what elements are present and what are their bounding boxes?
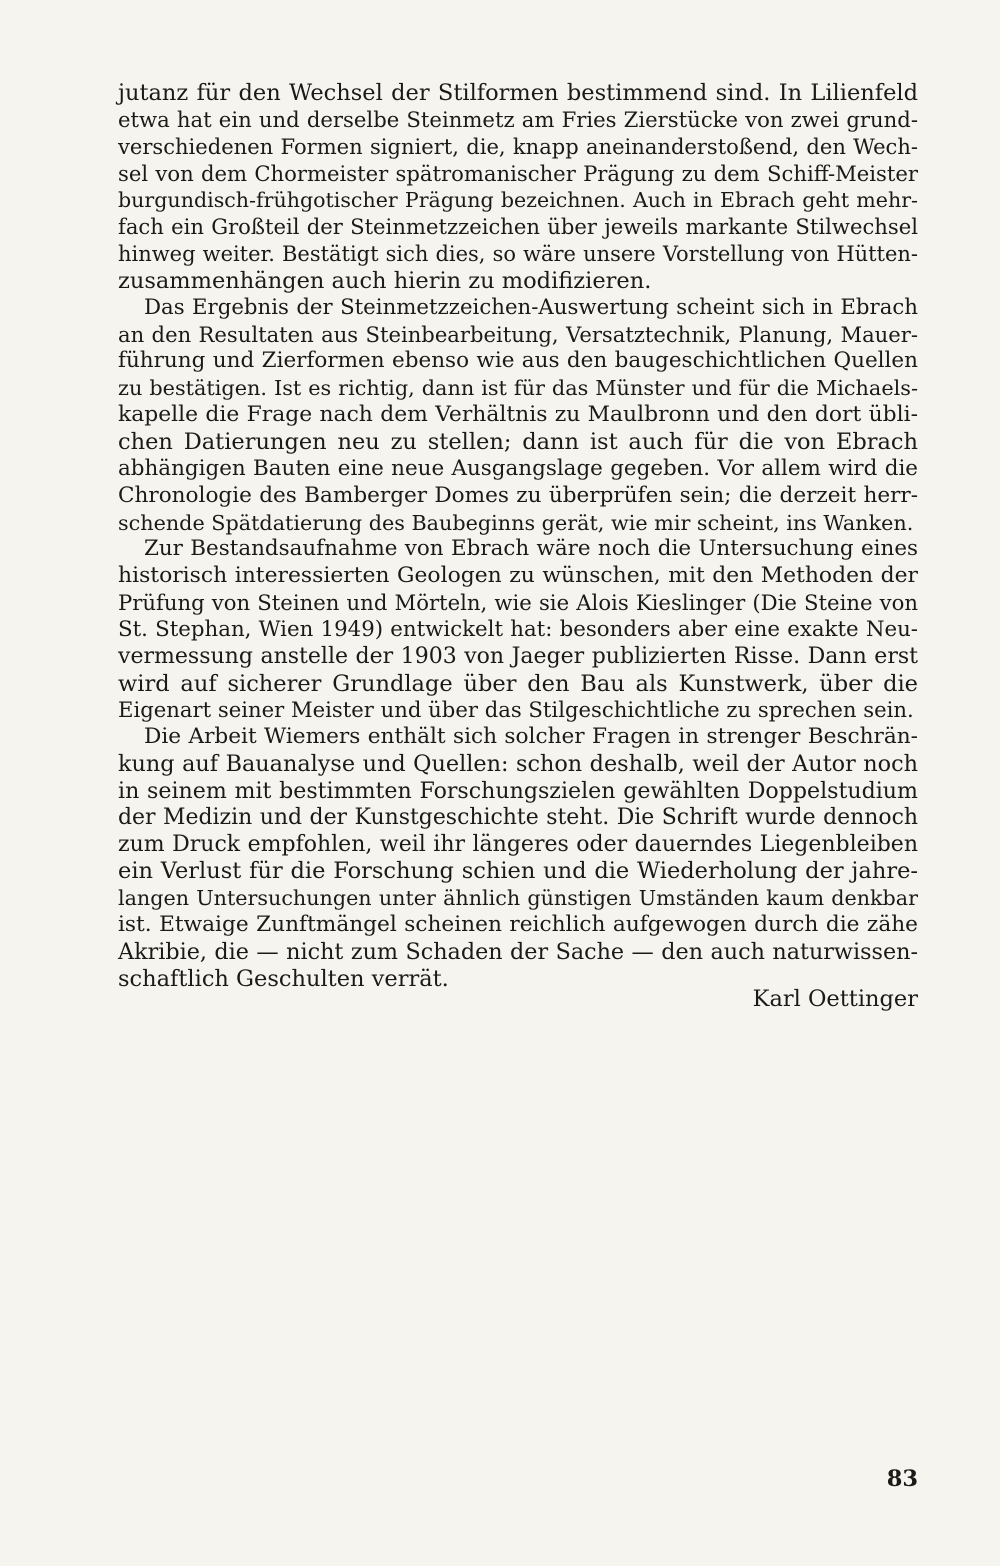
text-line: chen Datierungen neu zu stellen; dann ist auch für die von Ebrach: [118, 428, 918, 455]
text-line: an den Resultaten aus Steinbearbeitung, Versatztechnik, Planung, Mauer-: [118, 321, 918, 347]
text-line: schende Spätdatierung des Baubeginns gerät, wie mir scheint, ins Wanken.: [118, 510, 914, 535]
text-line: der Medizin und der Kunstgeschichte steht. Die Schrift wurde dennoch: [118, 804, 918, 830]
text-line: kung auf Bauanalyse und Quellen: schon deshalb, weil der Autor noch: [118, 751, 918, 778]
text-line: sel von dem Chormeister spätromanischer Prägung zu dem Schiff-Meister: [118, 160, 918, 186]
text-line: zum Druck empfohlen, weil ihr längeres oder dauerndes Liegenbleiben: [118, 831, 918, 857]
page-number: 83: [886, 1466, 918, 1492]
paragraph: [118, 724, 918, 992]
text-line: wird auf sicherer Grundlage über den Bau als Kunstwerk, über die: [118, 670, 918, 697]
text-line: führung und Zierformen ebenso wie aus den baugeschichtlichen Quellen: [118, 348, 918, 374]
paragraph: [118, 536, 918, 724]
paragraph: [118, 295, 918, 537]
text-line: burgundisch-frühgotischer Prägung bezeichnen. Auch in Ebrach geht mehr-: [118, 188, 918, 213]
text-line: fach ein Großteil der Steinmetzzeichen über jeweils markante Stilwechsel: [118, 214, 918, 240]
text-line: langen Untersuchungen unter ähnlich günstigen Umständen kaum denkbar: [118, 886, 918, 911]
text-line: verschiedenen Formen signiert, die, knapp aneinanderstoßend, den Wech-: [118, 133, 918, 159]
author-signature: Karl Oettinger: [752, 986, 918, 1012]
text-line: Die Arbeit Wiemers enthält sich solcher Fragen in strenger Beschrän-: [144, 724, 918, 750]
text-line: kapelle die Frage nach dem Verhältnis zu Maulbronn und den dort übli-: [118, 402, 918, 428]
text-line: Eigenart seiner Meister und über das Stilgeschichtliche zu sprechen sein.: [118, 697, 914, 723]
text-line: Zur Bestandsaufnahme von Ebrach wäre noch die Untersuchung eines: [144, 536, 918, 562]
text-line: schaftlich Geschulten verrät.: [118, 965, 449, 992]
text-line: etwa hat ein und derselbe Steinmetz am Fries Zierstücke von zwei grund-: [118, 106, 918, 132]
text-line: ein Verlust für die Forschung schien und die Wiederholung der jahre-: [118, 858, 918, 885]
text-line: in seinem mit bestimmten Forschungszielen gewählten Doppelstudium: [118, 777, 918, 804]
text-line: hinweg weiter. Bestätigt sich dies, so wäre unsere Vorstellung von Hütten-: [118, 242, 918, 267]
text-line: jutanz für den Wechsel der Stilformen bestimmend sind. In Lilienfeld: [118, 80, 918, 106]
body-text: [118, 80, 918, 993]
text-line: zusammenhängen auch hierin zu modifizieren.: [118, 267, 652, 294]
text-line: ist. Etwaige Zunftmängel scheinen reichlich aufgewogen durch die zähe: [118, 912, 918, 938]
text-line: St. Stephan, Wien 1949) entwickelt hat: besonders aber eine exakte Neu-: [118, 616, 918, 642]
text-line: Akribie, die — nicht zum Schaden der Sache — den auch naturwissen-: [118, 939, 918, 965]
text-line: Chronologie des Bamberger Domes zu überprüfen sein; die derzeit herr-: [118, 482, 918, 508]
text-line: Das Ergebnis der Steinmetzzeichen-Auswertung scheint sich in Ebrach: [144, 294, 918, 320]
text-line: Prüfung von Steinen und Mörteln, wie sie Alois Kieslinger (Die Steine von: [118, 590, 918, 616]
text-line: zu bestätigen. Ist es richtig, dann ist für das Münster und für die Michaels-: [118, 376, 918, 401]
paragraph: [118, 80, 918, 295]
text-line: abhängigen Bauten eine neue Ausgangslage gegeben. Vor allem wird die: [118, 455, 918, 481]
text-line: historisch interessierten Geologen zu wünschen, mit den Methoden der: [118, 563, 918, 589]
text-line: vermessung anstelle der 1903 von Jaeger publizierten Risse. Dann erst: [118, 643, 918, 669]
